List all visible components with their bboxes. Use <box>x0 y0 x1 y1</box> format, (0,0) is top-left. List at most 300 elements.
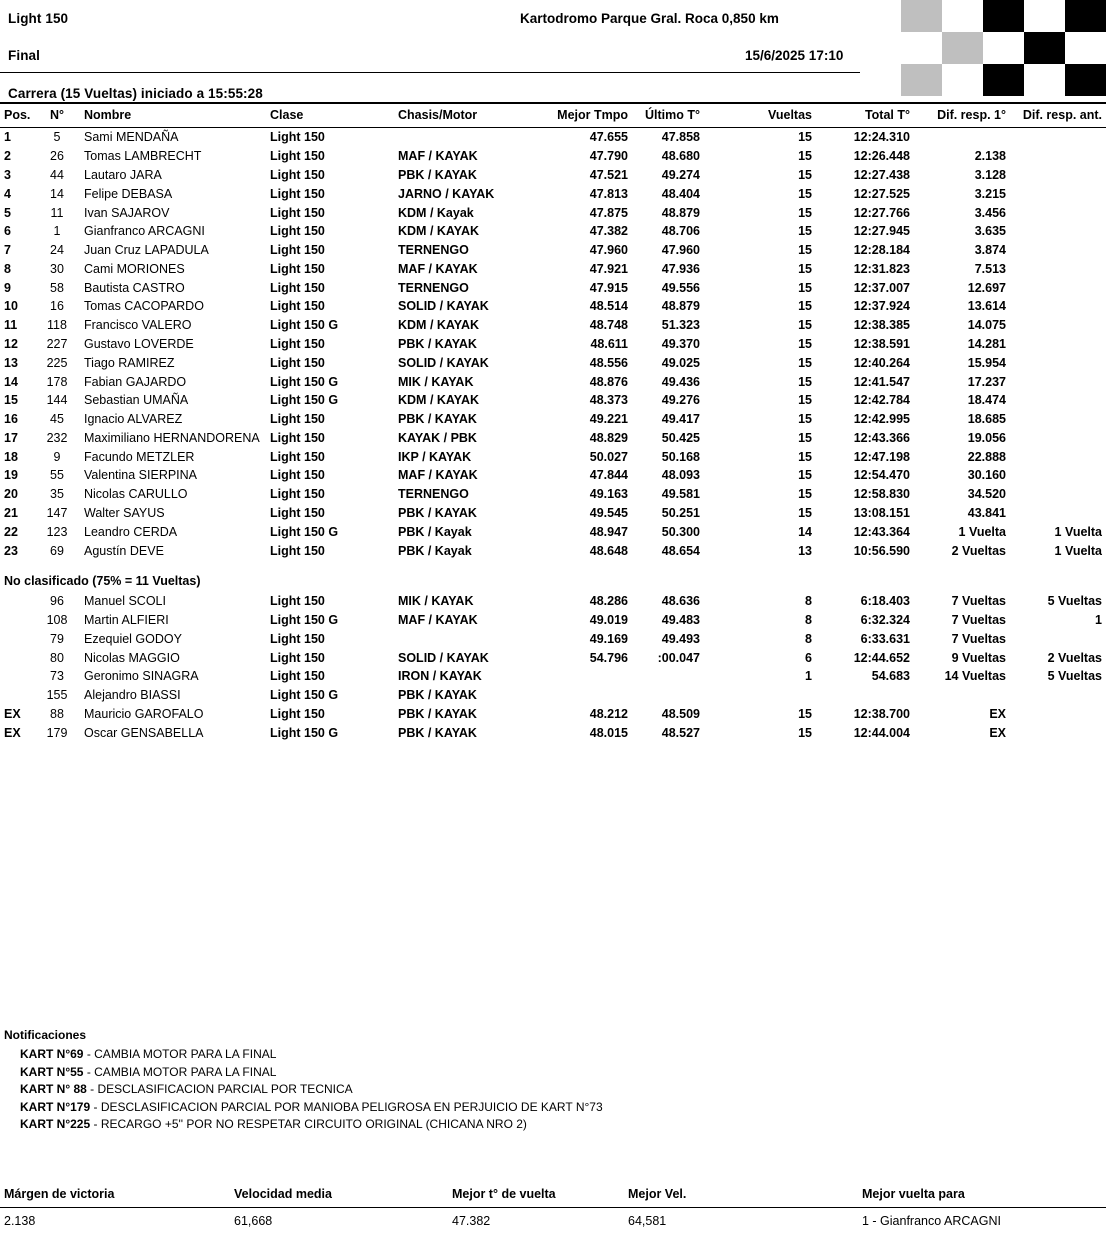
row-number: 45 <box>50 412 64 427</box>
row-best-time: 48.748 <box>589 318 628 333</box>
row-best-time <box>542 667 632 686</box>
row-chassis: PBK / Kayak <box>398 543 472 558</box>
row-best-time: 48.611 <box>590 336 628 351</box>
row-diff-first: 34.520 <box>967 487 1006 502</box>
row-last-time: 49.556 <box>661 280 700 295</box>
row-best-time: 48.514 <box>589 299 628 314</box>
table-row[interactable] <box>0 335 1106 354</box>
row-laps <box>704 686 816 705</box>
summary-header-bestlapdriver: Mejor vuelta para <box>858 1183 1106 1208</box>
table-row[interactable] <box>0 184 1106 203</box>
row-last-time: 48.680 <box>661 149 700 164</box>
row-diff-first: 3.635 <box>974 224 1006 239</box>
notification-item: KART N°55 - CAMBIA MOTOR PARA LA FINAL <box>20 1064 277 1079</box>
row-total-time: 12:37.007 <box>853 280 910 295</box>
row-diff-first: 3.456 <box>974 205 1006 220</box>
row-diff-first: 14.281 <box>967 336 1006 351</box>
table-row[interactable] <box>0 372 1106 391</box>
row-laps: 8 <box>805 631 812 646</box>
row-chassis: KDM / Kayak <box>398 205 474 220</box>
row-diff-first: 3.215 <box>974 186 1006 201</box>
row-name: Nicolas CARULLO <box>84 487 188 502</box>
row-chassis: SOLID / KAYAK <box>398 650 489 665</box>
summary-value-row <box>0 1208 1106 1233</box>
col-header-laps: Vueltas <box>704 104 816 128</box>
row-number: 16 <box>50 299 64 314</box>
row-diff-first: 1 Vuelta <box>958 524 1006 539</box>
table-row[interactable] <box>0 723 1106 742</box>
results-table-container <box>0 104 1106 742</box>
row-last-time: 49.483 <box>661 613 700 628</box>
row-number: 147 <box>46 506 68 521</box>
row-position: 12 <box>4 336 18 351</box>
row-diff-prev <box>1010 705 1106 724</box>
row-name: Fabian GAJARDO <box>84 374 187 389</box>
row-position: 7 <box>4 243 11 258</box>
row-class: Light 150 <box>270 130 325 145</box>
row-best-time: 50.027 <box>589 449 628 464</box>
row-position: 13 <box>4 355 18 370</box>
row-best-time: 47.813 <box>589 186 628 201</box>
col-header-number: N° <box>34 104 80 128</box>
datetime-label: 15/6/2025 17:10 <box>745 47 844 63</box>
row-laps: 15 <box>798 186 812 201</box>
notification-item: KART N° 88 - DESCLASIFICACION PARCIAL POR TECNICA <box>20 1082 353 1096</box>
row-number: 9 <box>53 449 61 464</box>
row-laps: 15 <box>798 468 812 483</box>
row-name: Oscar GENSABELLA <box>84 725 204 740</box>
row-name: Cami MORIONES <box>84 261 185 276</box>
row-name: Agustín DEVE <box>84 543 164 558</box>
row-class: Light 150 <box>270 224 325 239</box>
row-last-time: 48.404 <box>661 186 700 201</box>
row-position: 10 <box>4 299 18 314</box>
row-total-time: 12:24.310 <box>853 130 910 145</box>
summary-header-bestlap: Mejor t° de vuelta <box>452 1183 628 1208</box>
summary-section <box>0 1183 1106 1232</box>
row-diff-first: 7 Vueltas <box>951 594 1006 609</box>
table-row[interactable] <box>0 541 1106 560</box>
row-last-time: 49.370 <box>661 336 700 351</box>
row-best-time: 48.286 <box>589 594 628 609</box>
unclassified-section-header <box>0 560 1106 592</box>
row-position <box>0 611 34 630</box>
row-chassis: PBK / KAYAK <box>398 506 477 521</box>
row-laps: 14 <box>798 524 812 539</box>
row-last-time: 48.706 <box>661 224 700 239</box>
row-last-time: 48.509 <box>661 707 700 722</box>
row-name: Gustavo LOVERDE <box>84 336 194 351</box>
row-best-time: 49.019 <box>589 613 628 628</box>
summary-header-margin: Márgen de victoria <box>0 1183 230 1208</box>
table-row[interactable] <box>0 410 1106 429</box>
col-header-total: Total T° <box>816 104 914 128</box>
row-class: Light 150 <box>270 594 325 609</box>
row-position <box>0 648 34 667</box>
table-row[interactable] <box>0 667 1106 686</box>
table-row[interactable] <box>0 611 1106 630</box>
row-diff-prev <box>1010 466 1106 485</box>
row-position: 17 <box>4 430 18 445</box>
row-class: Light 150 <box>270 243 325 258</box>
row-total-time: 13:08.151 <box>853 506 910 521</box>
row-best-time: 48.829 <box>589 430 628 445</box>
table-row[interactable] <box>0 592 1106 611</box>
row-best-time: 49.545 <box>589 506 628 521</box>
row-position <box>0 630 34 649</box>
row-last-time: 50.425 <box>661 430 700 445</box>
row-diff-prev <box>1010 447 1106 466</box>
row-number: 73 <box>50 669 64 684</box>
row-best-time: 48.947 <box>589 524 628 539</box>
summary-value-bestlap: 47.382 <box>452 1214 491 1228</box>
row-best-time: 47.844 <box>589 468 628 483</box>
summary-header-bestspeed: Mejor Vel. <box>628 1183 858 1208</box>
row-diff-first: 3.874 <box>974 243 1006 258</box>
row-chassis: IRON / KAYAK <box>398 669 482 684</box>
row-name: Mauricio GAROFALO <box>84 707 204 722</box>
row-class: Light 150 <box>270 149 325 164</box>
row-name: Lautaro JARA <box>84 167 162 182</box>
row-last-time: 49.493 <box>661 631 700 646</box>
col-header-diff-prev: Dif. resp. ant. <box>1010 104 1106 128</box>
track-label: Kartodromo Parque Gral. Roca 0,850 km <box>520 10 779 26</box>
row-diff-prev <box>1010 278 1106 297</box>
row-class: Light 150 G <box>270 725 339 740</box>
row-number: 88 <box>50 707 64 722</box>
row-name: Geronimo SINAGRA <box>84 669 199 684</box>
row-best-time: 47.655 <box>589 130 628 145</box>
row-class: Light 150 <box>270 707 325 722</box>
table-row[interactable] <box>0 429 1106 448</box>
row-total-time: 54.683 <box>871 669 910 684</box>
row-total-time: 12:47.198 <box>853 449 910 464</box>
notifications-section <box>0 1028 1106 1134</box>
row-name: Francisco VALERO <box>84 318 192 333</box>
row-best-time: 48.015 <box>589 725 628 740</box>
row-number: 24 <box>50 243 64 258</box>
row-last-time: 49.417 <box>661 412 700 427</box>
row-number: 11 <box>50 205 64 220</box>
row-total-time: 12:54.470 <box>853 468 910 483</box>
row-diff-prev <box>1010 723 1106 742</box>
row-diff-prev <box>1010 222 1106 241</box>
row-number: 123 <box>46 524 68 539</box>
row-laps: 15 <box>798 167 812 182</box>
table-row[interactable] <box>0 466 1106 485</box>
row-position: 3 <box>4 167 11 182</box>
row-total-time: 12:43.364 <box>853 524 910 539</box>
row-position: 18 <box>4 449 18 464</box>
table-row[interactable] <box>0 705 1106 724</box>
table-row[interactable] <box>0 241 1106 260</box>
row-class: Light 150 <box>270 261 325 276</box>
table-row[interactable] <box>0 391 1106 410</box>
col-header-name: Nombre <box>80 104 266 128</box>
row-last-time: 47.936 <box>661 261 700 276</box>
row-name: Facundo METZLER <box>84 449 195 464</box>
row-chassis: TERNENGO <box>398 487 469 502</box>
row-class: Light 150 G <box>270 613 339 628</box>
row-best-time: 48.648 <box>589 543 628 558</box>
row-number: 30 <box>50 261 64 276</box>
row-best-time: 49.163 <box>589 487 628 502</box>
results-table <box>0 104 1106 742</box>
row-laps: 15 <box>798 224 812 239</box>
row-position: 8 <box>4 261 11 276</box>
row-name: Ivan SAJAROV <box>84 205 170 220</box>
row-number: 5 <box>53 130 61 145</box>
table-row[interactable] <box>0 447 1106 466</box>
row-diff-prev: 1 <box>1095 613 1102 628</box>
table-row[interactable] <box>0 166 1106 185</box>
row-diff-first: 30.160 <box>967 468 1006 483</box>
table-row[interactable] <box>0 278 1106 297</box>
row-name: Tomas CACOPARDO <box>84 299 204 314</box>
row-class: Light 150 <box>270 355 325 370</box>
row-total-time: 12:27.525 <box>853 186 910 201</box>
row-class: Light 150 <box>270 186 325 201</box>
row-class: Light 150 <box>270 167 325 182</box>
row-laps: 15 <box>798 393 812 408</box>
row-chassis: JARNO / KAYAK <box>398 186 495 201</box>
row-class: Light 150 <box>270 205 325 220</box>
row-name: Juan Cruz LAPADULA <box>84 243 209 258</box>
row-last-time: 47.960 <box>661 243 700 258</box>
row-laps: 15 <box>798 707 812 722</box>
row-position: 22 <box>4 524 18 539</box>
row-diff-prev <box>1010 184 1106 203</box>
row-name: Ezequiel GODOY <box>84 631 182 646</box>
row-diff-prev <box>1010 316 1106 335</box>
row-number: 227 <box>46 336 68 351</box>
row-last-time: 48.879 <box>661 205 700 220</box>
col-header-class: Clase <box>266 104 394 128</box>
row-number: 118 <box>47 318 67 333</box>
row-number: 26 <box>50 149 64 164</box>
row-chassis: PBK / KAYAK <box>398 336 477 351</box>
row-diff-first: 22.888 <box>967 449 1006 464</box>
col-header-chassis: Chasis/Motor <box>394 104 542 128</box>
row-number: 155 <box>46 688 68 703</box>
summary-value-margin: 2.138 <box>4 1214 36 1228</box>
row-position <box>0 686 34 705</box>
row-total-time: 12:27.766 <box>853 205 910 220</box>
table-header-row <box>0 104 1106 128</box>
row-diff-first: 3.128 <box>974 167 1006 182</box>
row-last-time: 50.300 <box>661 524 700 539</box>
table-row[interactable] <box>0 128 1106 147</box>
table-row[interactable] <box>0 222 1106 241</box>
row-name: Gianfranco ARCAGNI <box>84 224 205 239</box>
row-number: 80 <box>50 650 64 665</box>
summary-header-avgspeed: Velocidad media <box>230 1183 452 1208</box>
row-name: Leandro CERDA <box>84 524 178 539</box>
row-diff-prev <box>1010 686 1106 705</box>
row-diff-first: 19.056 <box>967 430 1006 445</box>
row-name: Felipe DEBASA <box>84 186 173 201</box>
row-class: Light 150 <box>270 487 325 502</box>
row-chassis: IKP / KAYAK <box>398 449 472 464</box>
row-class: Light 150 G <box>270 524 339 539</box>
table-row[interactable] <box>0 147 1106 166</box>
row-position: 4 <box>4 186 11 201</box>
row-position <box>0 592 34 611</box>
document-header <box>0 0 1106 104</box>
row-last-time: 48.527 <box>661 725 700 740</box>
row-last-time: 49.025 <box>661 355 700 370</box>
row-diff-first: 9 Vueltas <box>951 650 1006 665</box>
row-total-time: 12:40.264 <box>853 355 910 370</box>
table-row[interactable] <box>0 203 1106 222</box>
row-chassis: MAF / KAYAK <box>398 468 478 483</box>
row-class: Light 150 <box>270 280 325 295</box>
row-last-time: 49.276 <box>661 393 700 408</box>
notification-item: KART N°179 - DESCLASIFICACION PARCIAL POR MANIOBA PELIGROSA EN PERJUICIO DE KART N°73 <box>20 1099 603 1114</box>
row-last-time: 47.858 <box>661 130 700 145</box>
row-diff-first: 14 Vueltas <box>944 669 1006 684</box>
row-diff-first <box>914 686 1010 705</box>
row-class: Light 150 <box>270 336 325 351</box>
row-best-time: 47.915 <box>589 280 628 295</box>
row-class: Light 150 G <box>270 318 339 333</box>
header-row-category <box>0 3 1106 33</box>
row-total-time: 12:38.385 <box>853 318 910 333</box>
unclassified-section-label: No clasificado (75% = 11 Vueltas) <box>4 573 201 588</box>
table-row[interactable] <box>0 648 1106 667</box>
table-row[interactable] <box>0 353 1106 372</box>
row-total-time: 12:31.823 <box>853 261 910 276</box>
row-diff-first: 15.954 <box>967 355 1006 370</box>
row-best-time: 47.382 <box>589 224 628 239</box>
row-laps: 15 <box>798 336 812 351</box>
row-laps: 15 <box>798 280 812 295</box>
header-divider-bottom <box>0 72 860 73</box>
row-laps: 15 <box>798 506 812 521</box>
summary-table <box>0 1183 1106 1232</box>
row-diff-prev <box>1010 630 1106 649</box>
row-laps: 8 <box>805 594 812 609</box>
row-name: Walter SAYUS <box>84 506 165 521</box>
row-laps: 15 <box>798 261 812 276</box>
row-diff-first: 17.237 <box>967 374 1006 389</box>
row-class: Light 150 <box>270 299 325 314</box>
table-row[interactable] <box>0 485 1106 504</box>
col-header-best: Mejor Tmpo <box>542 104 632 128</box>
row-laps: 1 <box>805 669 812 684</box>
row-last-time: 48.636 <box>661 594 700 609</box>
summary-value-avgspeed: 61,668 <box>234 1214 273 1228</box>
row-chassis: PBK / KAYAK <box>398 167 477 182</box>
row-diff-prev <box>1010 429 1106 448</box>
row-diff-first: 7 Vueltas <box>951 613 1006 628</box>
table-row[interactable] <box>0 316 1106 335</box>
row-chassis: KAYAK / PBK <box>398 430 477 445</box>
col-header-diff-first: Dif. resp. 1° <box>914 104 1010 128</box>
row-best-time: 47.521 <box>589 167 628 182</box>
row-chassis: PBK / KAYAK <box>398 688 477 703</box>
row-diff-prev <box>1010 372 1106 391</box>
row-laps: 15 <box>798 130 812 145</box>
row-class: Light 150 <box>270 430 325 445</box>
row-best-time: 49.221 <box>589 412 628 427</box>
row-laps: 15 <box>798 299 812 314</box>
row-diff-prev: 5 Vueltas <box>1047 594 1102 609</box>
row-total-time: 12:27.945 <box>853 224 910 239</box>
session-label: Final <box>8 47 41 63</box>
col-header-last: Último T° <box>632 104 704 128</box>
row-diff-prev: 1 Vuelta <box>1054 524 1102 539</box>
table-row[interactable] <box>0 686 1106 705</box>
row-diff-prev: 5 Vueltas <box>1047 669 1102 684</box>
table-row[interactable] <box>0 297 1106 316</box>
row-number: 96 <box>50 594 64 609</box>
row-name: Nicolas MAGGIO <box>84 650 180 665</box>
row-best-time: 47.790 <box>589 149 628 164</box>
row-diff-first: EX <box>989 725 1006 740</box>
row-diff-prev: 2 Vueltas <box>1047 650 1102 665</box>
row-diff-prev <box>1010 147 1106 166</box>
row-class: Light 150 <box>270 449 325 464</box>
row-total-time: 12:37.924 <box>853 299 910 314</box>
row-chassis: PBK / Kayak <box>398 524 472 539</box>
row-position: 1 <box>4 130 11 145</box>
row-name: Ignacio ALVAREZ <box>84 412 183 427</box>
row-number: 144 <box>46 393 68 408</box>
row-best-time: 47.875 <box>589 205 628 220</box>
row-number: 55 <box>50 468 64 483</box>
col-header-pos: Pos. <box>0 104 34 128</box>
row-position: 2 <box>4 149 11 164</box>
row-number: 69 <box>50 543 64 558</box>
table-row[interactable] <box>0 630 1106 649</box>
row-diff-prev: 1 Vuelta <box>1054 543 1102 558</box>
row-class: Light 150 <box>270 543 325 558</box>
row-last-time: 50.168 <box>661 449 700 464</box>
row-total-time: 12:58.830 <box>853 487 910 502</box>
row-name: Martin ALFIERI <box>84 613 169 628</box>
row-chassis: MAF / KAYAK <box>398 149 478 164</box>
row-laps: 15 <box>798 412 812 427</box>
row-number: 79 <box>50 631 64 646</box>
row-chassis <box>394 630 542 649</box>
row-position: 15 <box>4 393 18 408</box>
row-laps: 13 <box>798 543 812 558</box>
row-position: 21 <box>4 506 18 521</box>
table-row[interactable] <box>0 504 1106 523</box>
row-best-time <box>542 686 632 705</box>
row-diff-first: 18.474 <box>967 393 1006 408</box>
row-diff-first: 18.685 <box>967 412 1006 427</box>
row-chassis: MIK / KAYAK <box>398 374 474 389</box>
header-divider-top <box>0 33 860 34</box>
row-total-time: 12:26.448 <box>853 149 910 164</box>
row-diff-first: 7 Vueltas <box>951 631 1006 646</box>
row-name: Sami MENDAÑA <box>84 130 179 145</box>
row-laps: 15 <box>798 487 812 502</box>
row-best-time: 49.169 <box>589 631 628 646</box>
row-total-time: 10:56.590 <box>853 543 910 558</box>
table-row[interactable] <box>0 259 1106 278</box>
row-position: 9 <box>4 280 11 295</box>
row-chassis: MIK / KAYAK <box>398 594 474 609</box>
header-row-session <box>0 40 1106 70</box>
table-row[interactable] <box>0 522 1106 541</box>
row-chassis: SOLID / KAYAK <box>398 299 489 314</box>
row-laps: 15 <box>798 725 812 740</box>
row-laps: 15 <box>798 243 812 258</box>
row-chassis: MAF / KAYAK <box>398 613 478 628</box>
